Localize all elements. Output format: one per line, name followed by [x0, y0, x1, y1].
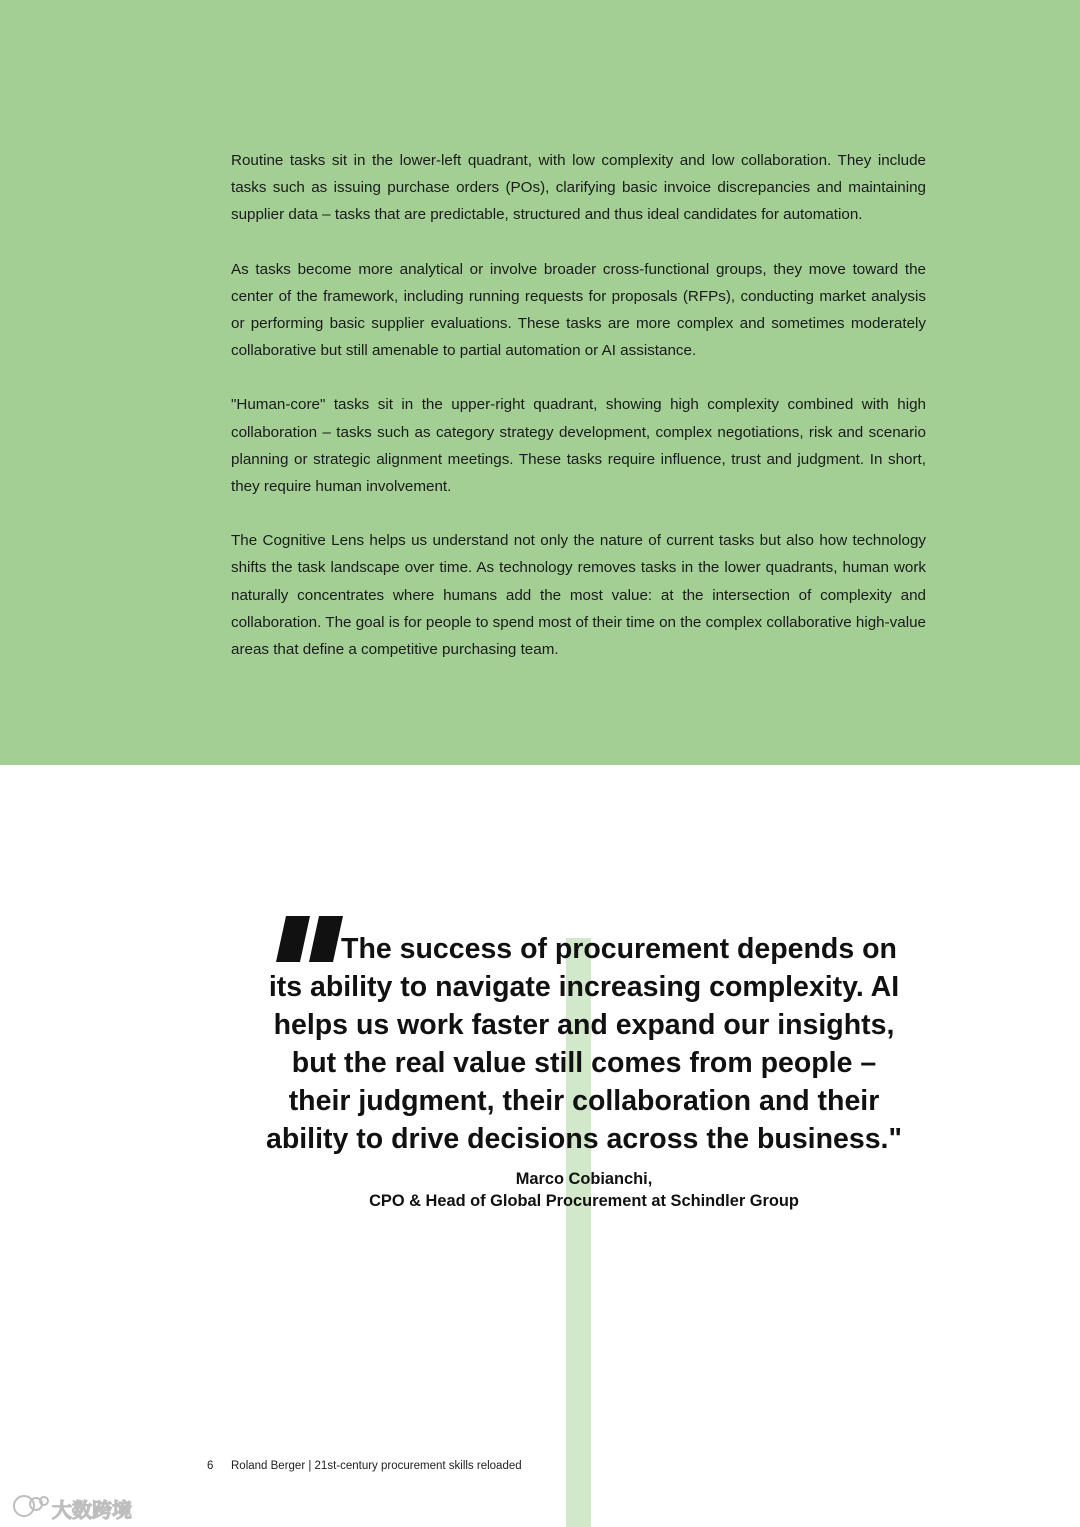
paragraph-human-core-tasks: "Human-core" tasks sit in the upper-right quadrant, showing high complexity combined with high collaboration – tasks such as category strategy development, complex negotiations, risk and scenario planning or strategic alignment meetings. These tasks require influence, trust and judgment. In short, they require human involvement.	[231, 396, 926, 496]
page-footer	[207, 1460, 522, 1472]
watermark-text: 大数跨境	[52, 1500, 132, 1522]
quote-attribution	[262, 1168, 906, 1212]
paragraph-analytical-tasks: As tasks become more analytical or involve broader cross-functional groups, they move toward the center of the framework, including running requests for proposals (RFPs), conducting market analysis or performing basic supplier evaluations. These tasks are more complex and sometimes moderately collaborative but still amenable to partial automation or AI assistance.	[231, 260, 926, 360]
pull-quote	[262, 930, 906, 1212]
quote-author: Marco Cobianchi,	[515, 1170, 653, 1188]
body-text	[231, 147, 926, 690]
quote-author-role: CPO & Head of Global Procurement at Schindler Group	[369, 1192, 799, 1210]
watermark	[10, 1492, 142, 1522]
watermark-logo-icon	[10, 1492, 50, 1522]
publication-title: Roland Berger | 21st-century procurement skills reloaded	[231, 1460, 522, 1472]
quote-text: The success of procurement depends on its ability to navigate increasing complexity. AI helps us work faster and expand our insights, but the real value still comes from people – their judgment, their collaboration and their ability to drive decisions across the business."	[266, 933, 902, 1155]
page-number: 6	[207, 1460, 214, 1472]
paragraph-cognitive-lens: The Cognitive Lens helps us understand not only the nature of current tasks but also how technology shifts the task landscape over time. As technology removes tasks in the lower quadrants, human work naturally concentrates where humans add the most value: at the intersection of complexity and collaboration. The goal is for people to spend most of their time on the complex collaborative high-value areas that define a competitive purchasing team.	[231, 532, 926, 659]
paragraph-routine-tasks: Routine tasks sit in the lower-left quadrant, with low complexity and low collaboration. They include tasks such as issuing purchase orders (POs), clarifying basic invoice discrepancies and maintaining supplier data – tasks that are predictable, structured and thus ideal candidates for automation.	[231, 152, 926, 224]
